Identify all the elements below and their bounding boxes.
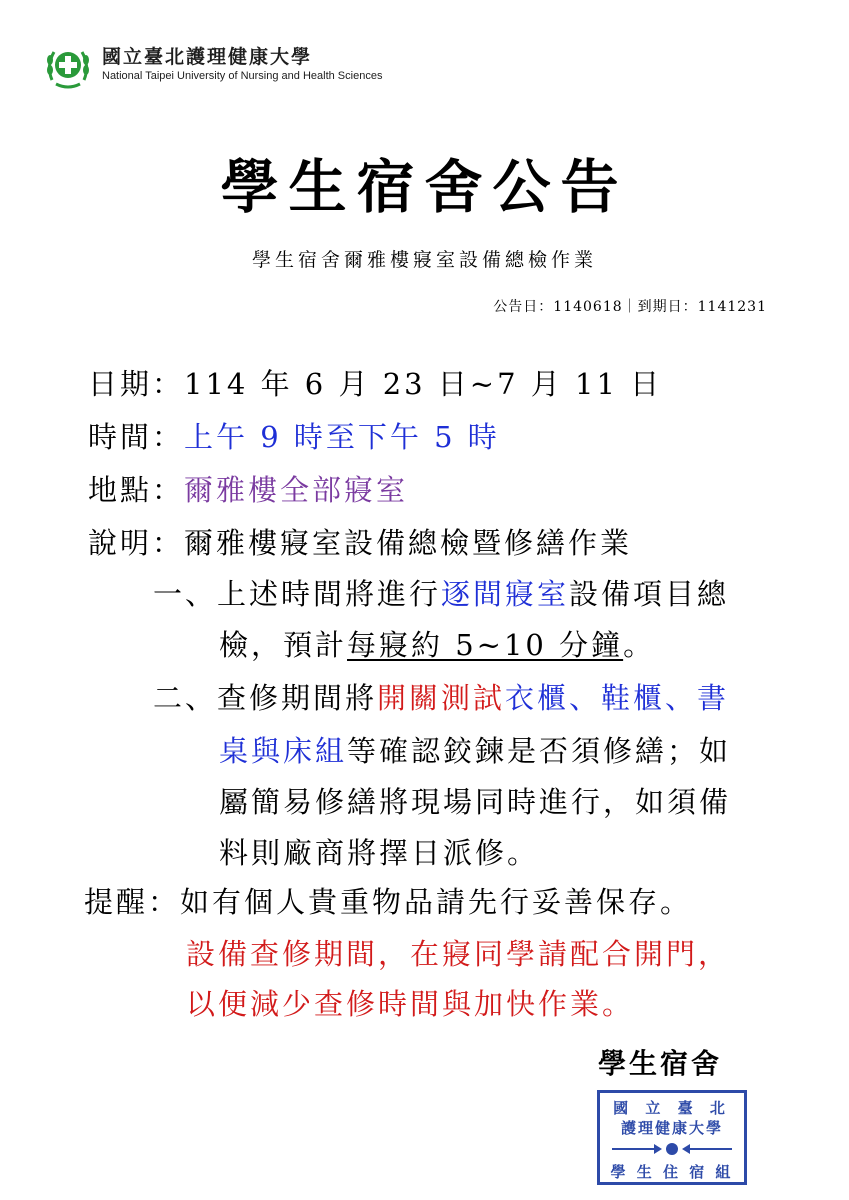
reminder-label: 提醒： [84, 885, 181, 919]
item2-text-g: 料則廠商將擇日派修。 [219, 836, 540, 870]
item1-text-d: 檢，預計 [219, 628, 348, 662]
signature-office: 學生宿舍 [598, 1047, 723, 1080]
item2-text-a: 二、查修期間將 [153, 681, 378, 715]
item1-line1 [153, 577, 730, 611]
green-cross-laurel-icon [42, 40, 94, 92]
item2-line2 [219, 734, 732, 768]
stamp-row4: 學 生 住 宿 組 [610, 1163, 734, 1181]
item1-text-f: 。 [623, 628, 656, 662]
announcement-dates: 公告日：1140618｜到期日：1141231 [493, 299, 767, 315]
item1-text-c: 設備項目總 [569, 577, 730, 611]
date-label: 日期： [88, 367, 185, 401]
page-title: 學生宿舍公告 [220, 153, 629, 221]
stamp-row1: 國 立 臺 北 [613, 1099, 731, 1117]
item1-text-a: 一、上述時間將進行 [153, 577, 442, 611]
stamp-row2: 護理健康大學 [620, 1119, 723, 1137]
description-line [88, 526, 633, 560]
description-value: 爾雅樓寢室設備總檢暨修繕作業 [184, 526, 633, 560]
university-logo [42, 40, 383, 92]
university-name-en: National Taipei University of Nursing and Health Sciences [102, 70, 383, 82]
date-value: 114 年 6 月 23 日~7 月 11 日 [184, 367, 663, 401]
item2-highlight-desk-bed: 桌與床組 [219, 734, 348, 768]
item2-highlight-test: 開關測試 [377, 681, 506, 715]
page-subtitle: 學生宿舍爾雅樓寢室設備總檢作業 [251, 249, 597, 271]
item2-highlight-furniture: 衣櫃、鞋櫃、書 [505, 681, 730, 715]
time-label: 時間： [88, 420, 185, 454]
place-label: 地點： [88, 473, 185, 507]
place-line [88, 473, 409, 507]
item1-highlight-rooms: 逐間寢室 [441, 577, 570, 611]
item2-text-f: 屬簡易修繕將現場同時進行，如須備 [219, 785, 732, 819]
item2-text-e: 等確認鉸鍊是否須修繕；如 [347, 734, 732, 768]
reminder-red-line2: 以便減少查修時間與加快作業。 [186, 987, 635, 1021]
reminder-red-line1: 設備查修期間，在寢同學請配合開門， [186, 937, 731, 971]
item2-line4 [219, 836, 540, 870]
item1-duration: 每寢約 5~10 分鐘 [347, 628, 624, 662]
description-label: 說明： [88, 526, 185, 560]
stamp-arrows-icon [608, 1139, 736, 1159]
place-value: 爾雅樓全部寢室 [184, 473, 409, 507]
time-line [88, 420, 500, 454]
item2-line1 [153, 681, 730, 715]
reminder-line [84, 885, 693, 919]
university-name-zh: 國立臺北護理健康大學 [102, 46, 313, 68]
date-line [88, 367, 663, 401]
item1-line2 [219, 628, 656, 662]
time-value: 上午 9 時至下午 5 時 [184, 420, 500, 454]
item2-line3 [219, 785, 732, 819]
office-stamp [597, 1090, 747, 1185]
reminder-value: 如有個人貴重物品請先行妥善保存。 [180, 885, 693, 919]
